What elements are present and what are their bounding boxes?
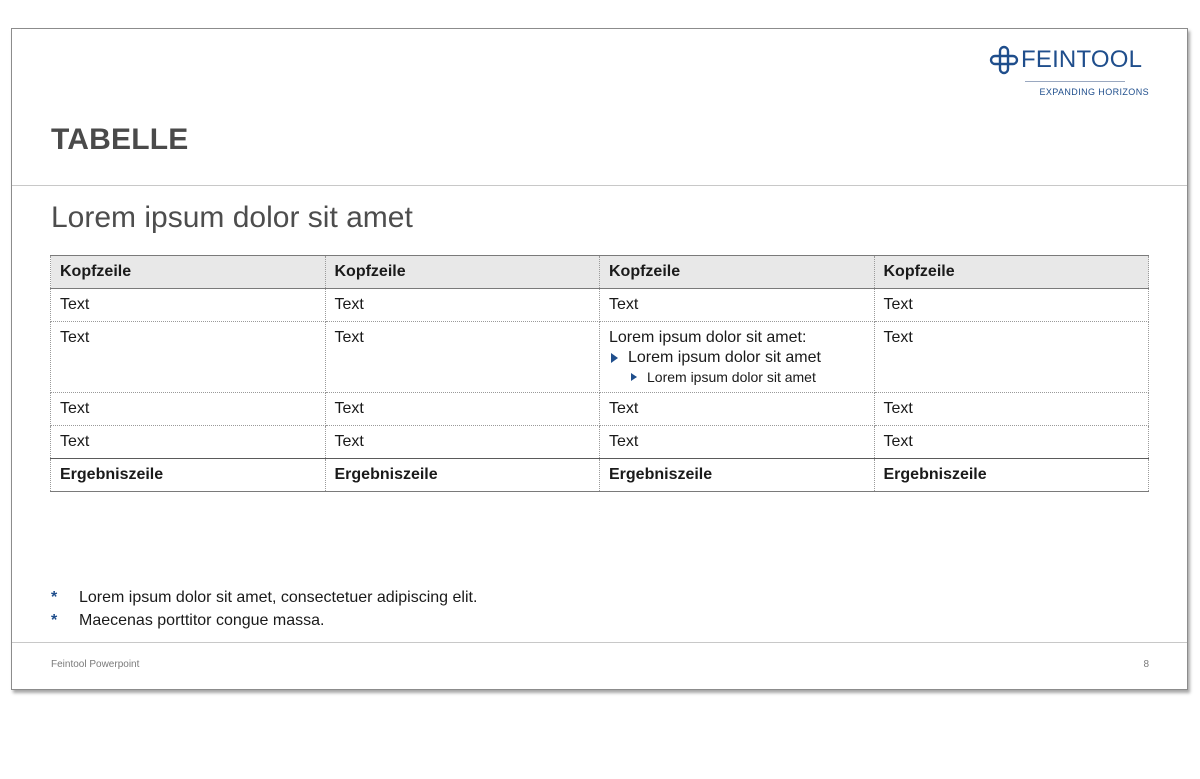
table-cell: Text	[51, 322, 326, 393]
title-divider	[12, 185, 1187, 186]
footnotes	[51, 586, 477, 632]
table-cell: Text	[874, 289, 1149, 322]
table-cell: Text	[51, 393, 326, 426]
table-header-cell: Kopfzeile	[51, 256, 326, 289]
feintool-logo-icon	[989, 45, 1019, 75]
table-cell: Text	[600, 426, 875, 459]
table-cell: Text	[600, 289, 875, 322]
table-cell: Text	[874, 322, 1149, 393]
footnote-item	[51, 586, 477, 609]
bullet-level-1-text: Lorem ipsum dolor sit amet	[628, 349, 821, 366]
feintool-logo	[989, 43, 1149, 99]
table-cell: Text	[51, 289, 326, 322]
footnote-text: Maecenas porttitor congue massa.	[79, 611, 325, 629]
cell-intro-text: Lorem ipsum dolor sit amet:	[609, 329, 807, 346]
footnote-item	[51, 609, 477, 632]
table-cell: Text	[51, 426, 326, 459]
table-header-row	[51, 256, 1149, 289]
bullet-level-1	[609, 349, 865, 367]
page-number: 8	[1143, 659, 1149, 670]
table-cell: Text	[325, 426, 600, 459]
logo-divider	[1025, 81, 1125, 82]
slide-title: TABELLE	[51, 123, 189, 156]
bullet-level-2-text: Lorem ipsum dolor sit amet	[647, 369, 816, 385]
triangle-bullet-icon	[611, 353, 618, 363]
table-cell: Text	[325, 289, 600, 322]
logo-tagline: EXPANDING HORIZONS	[1039, 87, 1149, 97]
table-cell: Text	[325, 393, 600, 426]
slide-subtitle: Lorem ipsum dolor sit amet	[51, 201, 413, 234]
table-header-cell: Kopfzeile	[325, 256, 600, 289]
data-table	[50, 255, 1149, 492]
footnote-text: Lorem ipsum dolor sit amet, consectetuer adipiscing elit.	[79, 588, 478, 606]
table-row	[51, 289, 1149, 322]
table-header-cell: Kopfzeile	[874, 256, 1149, 289]
table-cell: Text	[874, 426, 1149, 459]
table-row	[51, 393, 1149, 426]
logo-wordmark: FEINTOOL	[1021, 46, 1143, 73]
table-total-cell: Ergebniszeile	[51, 459, 326, 492]
table-cell: Text	[874, 393, 1149, 426]
footer-divider	[12, 642, 1187, 643]
table-cell: Text	[600, 393, 875, 426]
table-header-cell: Kopfzeile	[600, 256, 875, 289]
bullet-level-2	[609, 369, 865, 385]
slide	[11, 28, 1188, 690]
table-row	[51, 426, 1149, 459]
table-cell-with-bullets	[600, 322, 875, 393]
footnote-marker: *	[51, 588, 58, 606]
footnote-marker: *	[51, 611, 58, 629]
table-total-cell: Ergebniszeile	[325, 459, 600, 492]
table-total-row	[51, 459, 1149, 492]
table-cell: Text	[325, 322, 600, 393]
table-total-cell: Ergebniszeile	[874, 459, 1149, 492]
triangle-bullet-icon	[631, 373, 637, 381]
table-total-cell: Ergebniszeile	[600, 459, 875, 492]
table-row	[51, 322, 1149, 393]
footer-label: Feintool Powerpoint	[51, 659, 140, 670]
